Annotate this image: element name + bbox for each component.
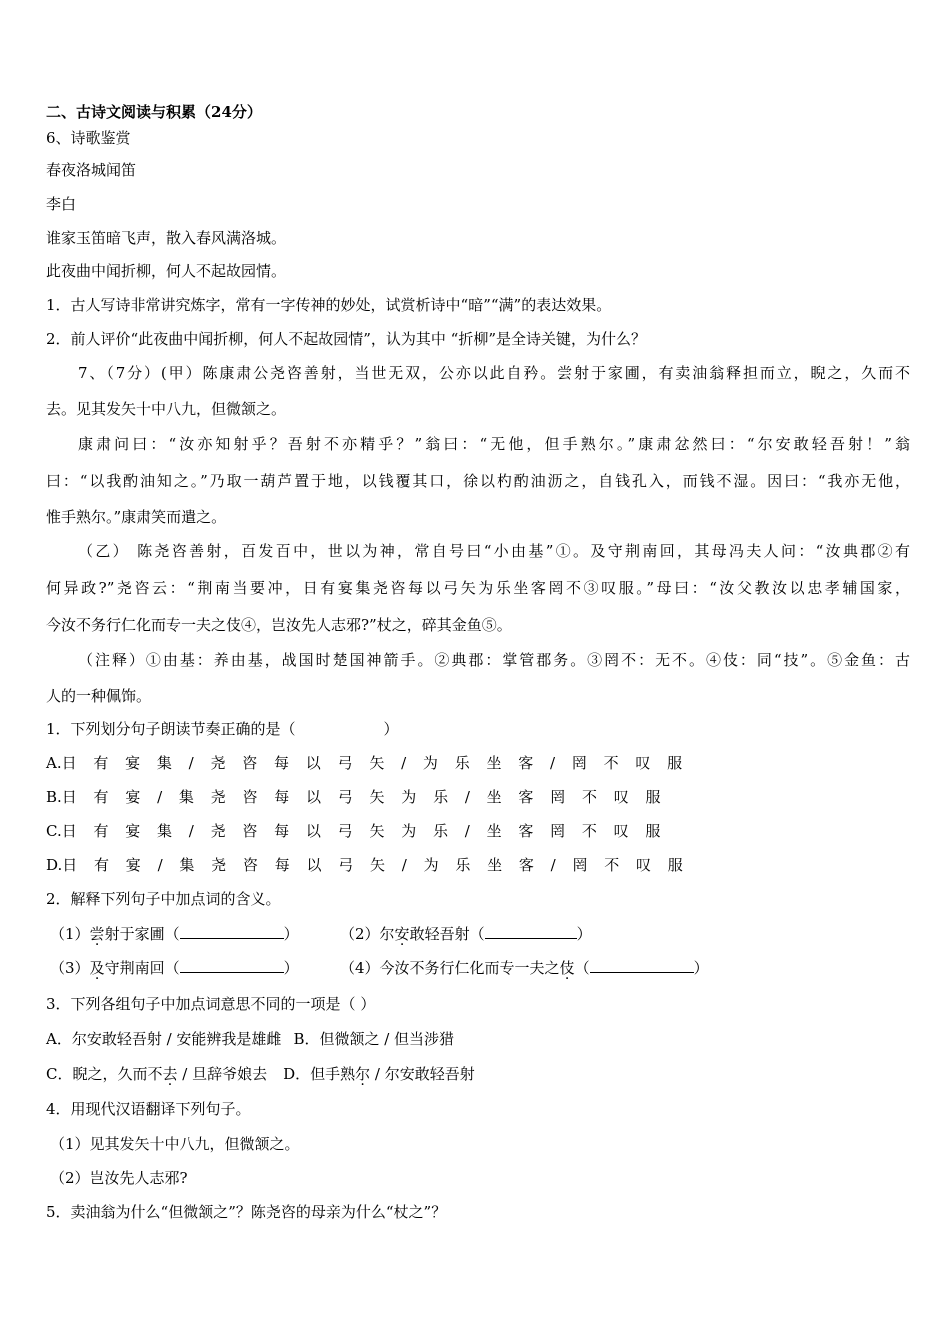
question-6-label: 6、诗歌鉴赏	[46, 129, 131, 147]
q3-options-cd: C．睨之，久而不去 / 旦辞爷娘去 D．但手熟尔 / 尔安敢轻吾射	[46, 1065, 475, 1083]
poem-author: 李白	[46, 195, 77, 213]
define-item-4: （4）今汝不务行仁化而专一夫之伎（ ）	[340, 959, 709, 977]
q7-subquestion-4: 4．用现代汉语翻译下列句子。	[46, 1100, 251, 1118]
notes-line-1: （注释）①由基：养由基，战国时楚国神箭手。②典郡：掌管郡务。③罔不：无不。④伎：同“技”。⑤金鱼：古	[78, 651, 910, 669]
q3-options-ab: A．尔安敢轻吾射 / 安能辨我是雄雌 B．但微颔之 / 但当涉猎	[46, 1030, 455, 1048]
answer-blank-2[interactable]	[485, 924, 577, 939]
passage-a-line-5: 惟手熟尔。”康肃笑而遣之。	[46, 508, 227, 526]
answer-blank-3[interactable]	[180, 958, 284, 973]
q7-subquestion-1: 1．下列划分句子朗读节奏正确的是（ ）	[46, 720, 399, 738]
passage-a-line-2: 去。见其发矢十中八九，但微颔之。	[46, 400, 287, 418]
answer-blank-4[interactable]	[590, 958, 694, 973]
passage-b-line-3: 今汝不务行仁化而专一夫之伎④，岂汝先人志邪?”杖之，碎其金鱼⑤。	[46, 616, 512, 634]
notes-line-2: 人的一种佩饰。	[46, 687, 152, 705]
passage-a-line-1: 7、（7分）(甲）陈康肃公尧咨善射，当世无双，公亦以此自矜。尝射于家圃，有卖油翁释担而立，睨之，久而不	[78, 364, 910, 382]
define-item-1: （1）尝射于家圃（ ）	[50, 925, 299, 943]
passage-a-line-3: 康肃问曰：“汝亦知射乎？吾射不亦精乎？”翁曰：“无他，但手熟尔。”康肃忿然曰：“尔安敢轻吾射！”翁	[78, 435, 910, 453]
translate-item-1: （1）见其发矢十中八九，但微颔之。	[50, 1135, 300, 1153]
q7-subquestion-3: 3．下列各组句子中加点词意思不同的一项是（ ）	[46, 995, 376, 1013]
passage-a-line-4: 曰：“以我酌油知之。”乃取一葫芦置于地，以钱覆其口，徐以杓酌油沥之，自钱孔入，而钱不湿。因曰：“我亦无他，	[46, 472, 910, 490]
option-b: B.日 有 宴 / 集 尧 咨 每 以 弓 矢 为 乐 / 坐 客 罔 不 叹 服	[46, 788, 661, 806]
translate-item-2: （2）岂汝先人志邪?	[50, 1169, 188, 1187]
q6-subquestion-2: 2．前人评价“此夜曲中闻折柳，何人不起故园情”，认为其中 “折柳”是全诗关键，为什么？	[46, 330, 646, 348]
poem-line-1: 谁家玉笛暗飞声，散入春风满洛城。	[46, 229, 287, 247]
q6-subquestion-1: 1．古人写诗非常讲究炼字，常有一字传神的妙处，试赏析诗中“暗”“满”的表达效果。	[46, 296, 612, 314]
passage-b-line-1: （乙） 陈尧咨善射，百发百中，世以为神，常自号曰“小由基”①。及守荆南回，其母冯夫人问：“汝典郡②有	[78, 542, 910, 560]
option-a: A.日 有 宴 集 / 尧 咨 每 以 弓 矢 / 为 乐 坐 客 / 罔 不 叹 服	[46, 754, 683, 772]
passage-b-line-2: 何异政?”尧咨云：“荆南当要冲，日有宴集尧咨每以弓矢为乐坐客罔不③叹服。”母曰：“汝父教汝以忠孝辅国家，	[46, 579, 910, 597]
q7-subquestion-5: 5．卖油翁为什么“但微颔之”？陈尧咨的母亲为什么“杖之”？	[46, 1203, 447, 1221]
option-d: D.日 有 宴 / 集 尧 咨 每 以 弓 矢 / 为 乐 坐 客 / 罔 不 叹 服	[46, 856, 683, 874]
option-c: C.日 有 宴 集 / 尧 咨 每 以 弓 矢 为 乐 / 坐 客 罔 不 叹 服	[46, 822, 661, 840]
poem-title: 春夜洛城闻笛	[46, 161, 137, 179]
define-item-2: （2）尔安敢轻吾射（ ）	[340, 925, 592, 943]
define-item-3: （3）及守荆南回（ ）	[50, 959, 299, 977]
poem-line-2: 此夜曲中闻折柳，何人不起故园情。	[46, 262, 287, 280]
answer-blank-1[interactable]	[180, 924, 284, 939]
section-title: 二、古诗文阅读与积累（24分）	[46, 103, 262, 121]
q7-subquestion-2: 2．解释下列句子中加点词的含义。	[46, 890, 281, 908]
